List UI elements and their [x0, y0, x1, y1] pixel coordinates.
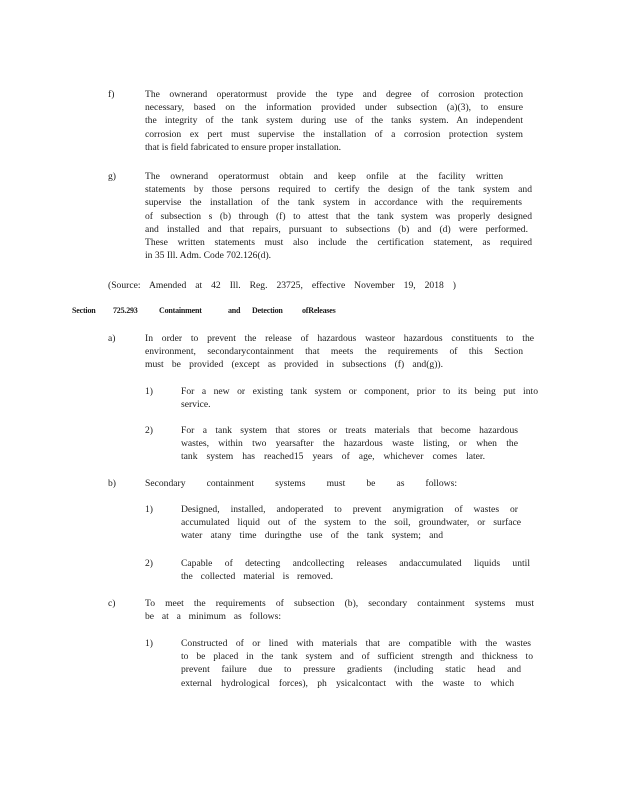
subparagraph-label: 2) [145, 425, 153, 436]
text-line: of subsection s (b) through (f) to attest that the tank system was properly designed [145, 210, 532, 222]
text-line: In order to prevent the release of hazardous wasteor hazardous constituents to the [145, 333, 534, 344]
text-line: statements by those persons required to certify the design of the tank system and [145, 184, 532, 196]
text-line: For a tank system that stores or treats materials that become hazardous [181, 425, 518, 436]
text-line: that is field fabricated to ensure proper installation. [145, 141, 342, 153]
text-line: The ownerand operatormust obtain and keep onfile at the facility written [145, 171, 503, 182]
text-line: the collected material is removed. [181, 571, 333, 583]
paragraph-label-b: b) [108, 478, 116, 489]
subparagraph-a-2-text [181, 424, 518, 464]
section-label: Section [72, 306, 96, 315]
text-line: must be provided (except as provided in subsections (f) and(g)). [145, 359, 443, 371]
subparagraph-a-1-text [181, 385, 538, 411]
text-line: in 35 Ill. Adm. Code 702.126(d). [145, 250, 272, 262]
text-line: and installed and that repairs, pursuant to subsections (b) and (d) were performed. [145, 223, 528, 235]
text-line: prevent failure due to pressure gradients (including static head and [181, 664, 521, 676]
text-line: water atany time duringthe use of the tank system; and [181, 530, 443, 542]
section-title-word: Containment [159, 306, 202, 315]
text-line: tank system has reached15 years of age, whichever comes later. [181, 451, 485, 463]
text-line: Constructed of or lined with materials that are compatible with the wastes [181, 638, 531, 649]
section-number: 725.293 [113, 306, 138, 315]
paragraph-f-text [145, 88, 523, 154]
text-line: be at a minimum as follows: [145, 611, 281, 623]
paragraph-c-text [145, 597, 534, 623]
text-line: supervise the installation of the tank system in accordance with the requirements [145, 197, 522, 209]
paragraph-label-f: f) [108, 89, 115, 100]
paragraph-label-c: c) [108, 598, 116, 609]
paragraph-b-text [145, 477, 457, 490]
text-line: to be placed in the tank system and of sufficient strength and thickness to [181, 651, 533, 663]
source-note [108, 279, 468, 292]
text-line: wastes, within two yearsafter the hazardous waste listing, or when the [181, 438, 518, 450]
text-line: Designed, installed, andoperated to prevent anymigration of wastes or [181, 504, 518, 515]
subparagraph-b-1-text [181, 503, 521, 543]
section-title-word: ofReleases [302, 306, 336, 315]
text-line: Secondary containment systems must be as follows: [145, 478, 457, 489]
text-line: environment, secondarycontainment that meets the requirements of this Section [145, 346, 523, 358]
paragraph-a-text [145, 332, 534, 372]
paragraph-g-text [145, 170, 532, 262]
text-line: external hydrological forces), ph ysicalcontact with the waste to which [181, 677, 514, 689]
subparagraph-label: 2) [145, 558, 153, 569]
subparagraph-c-1-text [181, 637, 533, 690]
text-line: necessary, based on the information provided under subsection (a)(3), to ensure [145, 102, 523, 114]
text-line: Capable of detecting andcollecting releases andaccumulated liquids until [181, 558, 530, 569]
subparagraph-label: 1) [145, 386, 153, 397]
text-line: To meet the requirements of subsection (b), secondary containment systems must [145, 598, 534, 609]
text-line: corrosion ex pert must supervise the installation of a corrosion protection system [145, 128, 523, 140]
text-line: the integrity of the tank system during use of the tanks system. An independent [145, 115, 523, 127]
text-line: service. [181, 399, 211, 411]
subparagraph-b-2-text [181, 557, 530, 583]
text-line: The ownerand operatormust provide the type and degree of corrosion protection [145, 89, 523, 100]
subparagraph-label: 1) [145, 504, 153, 515]
paragraph-label-g: g) [108, 171, 116, 182]
text-line: For a new or existing tank system or component, prior to its being put into [181, 386, 538, 397]
text-line: accumulated liquid out of the system to the soil, groundwater, or surface [181, 517, 521, 529]
source-text: (Source: Amended at 42 Ill. Reg. 23725, effective November 19, 2018 ) [108, 280, 456, 291]
subparagraph-label: 1) [145, 638, 153, 649]
text-line: These written statements must also include the certification statement, as required [145, 237, 532, 249]
paragraph-label-a: a) [108, 333, 116, 344]
section-title-word: and [228, 306, 241, 315]
section-title-word: Detection [252, 306, 283, 315]
